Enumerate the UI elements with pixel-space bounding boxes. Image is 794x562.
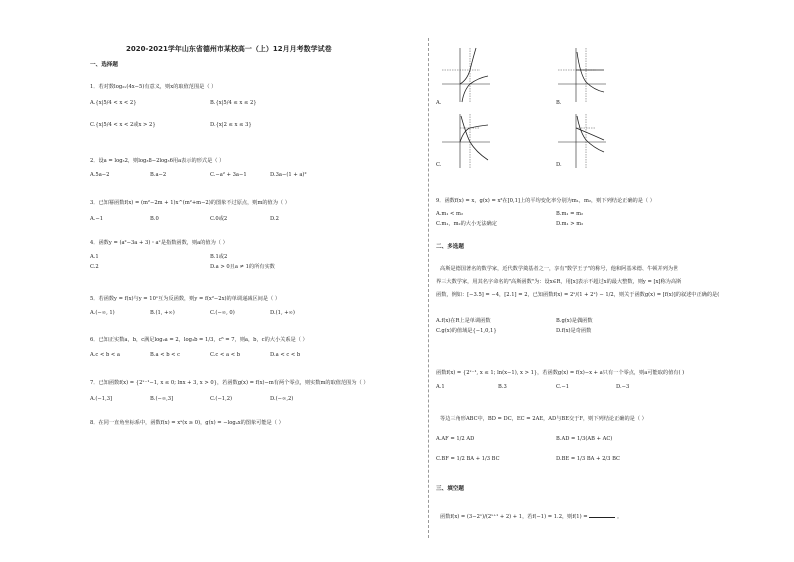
q2-option-b: B.a−2 [150,172,167,178]
page-title: 2020-2021学年山东省德州市某校高一（上）12月月考数学试卷 [126,45,332,53]
q2-option-a: A.5a−2 [90,172,110,178]
graph-option-a [440,44,492,104]
q1-option-c: C.{x|5/4 < x < 2或x > 2} [90,122,156,128]
q8-option-a-label: A. [436,100,442,106]
q7-option-c: C.(−1,2) [210,396,233,402]
q4-option-b: B.1或2 [210,254,228,260]
q4-option-a: A.1 [90,254,99,260]
q8-stem: 8．在同一直角坐标系中，函数f(x) = xᵃ(x ≥ 0)，g(x) = −logₐx的图象可能是（ ） [90,420,284,426]
q13-stem-end: 。 [616,514,623,520]
q13-stem-text: 函数f(x) = (3−2ˣ)/(2ˣ⁺¹ + 2) + 1，若f(−1) = 1.2，则f(1) = [440,514,588,520]
q8-option-c-label: C. [436,162,442,168]
q2-stem: 2．设a = log₃2，则log₃8−2log₃6用a表示的形式是（ ） [90,158,225,164]
q12-option-c: C.BF = 1/2 BA + 1/3 BC [436,456,500,462]
q2-option-c: C.−a² + 3a−1 [210,172,247,178]
q3-option-d: D.2 [270,216,279,222]
graph-option-d [556,110,608,170]
q10-line2: 界三大数学家，用其名字命名的"高斯函数"为：设x∈R，用[x]表示不超过x的最大整数，则y = [x]称为高斯 [436,279,682,285]
q3-option-b: B.0 [150,216,159,222]
section-heading-fill: 三、填空题 [436,486,464,492]
q11-stem: 函数f(x) = {2ˣ⁻¹, x ≤ 1; ln(x−1), x > 1}，若函数g(x) = f(x)−x + a只有一个零点，则a可能取的值有( ) [436,370,685,376]
q1-option-b: B.{x|5/4 ≤ x ≤ 2} [210,100,257,106]
q6-option-c: C.c < a < b [210,352,241,358]
q12-stem: 等边三角形ABC中，BD = DC，EC = 2AE，AD与BE交于F，则下列结论正确的是（ ） [440,416,647,422]
q10-option-b: B.g(x)是偶函数 [556,318,593,324]
section-heading-choice: 一、选择题 [90,62,118,68]
q12-option-a: A.AF = 1/2 AD [436,436,475,442]
q7-option-a: A.(−1,3] [90,396,113,402]
q11-option-c: C.−1 [556,384,570,390]
q11-option-a: A.1 [436,384,445,390]
graph-option-c [440,110,492,170]
q5-option-a: A.(−∞, 1) [90,310,115,316]
q1-option-a: A.{x|5/4 < x < 2} [90,100,137,106]
q10-option-c: C.g(x)的值域是{−1,0,1} [436,328,497,334]
q5-option-c: C.(−∞, 0) [210,310,235,316]
q3-option-c: C.0或2 [210,216,228,222]
q1-stem: 1．若对数log₂ₓ(4x−5)有意义，则x的取值范围是（ ） [90,84,217,90]
q12-option-d: D.BE = 1/3 BA + 2/3 BC [556,456,620,462]
q3-stem: 3．已知幂函数f(x) = (m²−2m + 1)x^(m²+m−2)的图象不过原点，则m的值为（ ） [90,200,290,206]
q3-option-a: A.−1 [90,216,104,222]
q10-line1: 高斯是德国著名的数学家，近代数学奠基者之一，享有"数学王子"的称号，他和阿基米德、牛顿并列为世 [440,266,679,272]
q4-stem: 4．函数y = (a²−3a + 3)・aˣ是指数函数，则a的值为（ ） [90,240,228,246]
section-heading-multi: 二、多选题 [436,244,464,250]
q9-option-b: B.m₁ = m₂ [556,211,584,217]
q13-answer-blank[interactable] [589,512,615,518]
q9-option-a: A.m₁ < m₂ [436,211,464,217]
q6-option-b: B.a < b < c [150,352,181,358]
q5-stem: 5．若函数y = f(x)与y = 10ˣ互为反函数，则y = f(x²−2x)的单调递减区间是（ ） [90,296,281,302]
q7-stem: 7．已知函数f(x) = {2ˣ⁻¹−1, x ≤ 0; lnx + 3, x > 0}，若函数g(x) = f(x)−m有两个零点，则实数m的取值范围为（ ） [90,380,369,386]
q11-option-d: D.−3 [616,384,630,390]
q8-option-d-label: D. [556,162,562,168]
q10-line3: 函数，例如：[−3.5] = −4，[2.1] = 2，已知函数f(x) = 2ˣ/(1 + 2ˣ) − 1/2，则关于函数g(x) = [f(x)]的叙述中正确的是( [436,292,720,298]
q4-option-d: D.a > 0且a ≠ 1的所有实数 [210,264,275,270]
q6-stem: 6．已知正实数a，b，c满足log₂a = 2，log₃b = 1/3，c⁶ = 7，则a，b，c的大小关系是（ ） [90,337,308,343]
q9-option-c: C.m₁，m₂的大小无法确定 [436,221,497,227]
q9-option-d: D.m₁ > m₂ [556,221,584,227]
q5-option-b: B.(1, +∞) [150,310,175,316]
q2-option-d: D.3a−(1 + a)² [270,172,307,178]
q13-stem [440,512,622,521]
q10-option-d: D.f(x)是奇函数 [556,328,592,334]
q6-option-a: A.c < b < a [90,352,121,358]
q6-option-d: D.a < c < b [270,352,301,358]
q12-option-b: B.AD = 1/3(AB + AC) [556,436,613,442]
q4-option-c: C.2 [90,264,99,270]
q7-option-b: B.(−∞,3] [150,396,174,402]
q11-option-b: B.3 [498,384,507,390]
q1-option-d: D.{x|2 ≤ x ≤ 3} [210,122,252,128]
q10-option-a: A.f(x)在R上是单调函数 [436,318,491,324]
q9-stem: 9．函数f(x) = x，g(x) = x²在[0,1]上的平均变化率分别为m₁，m₂，则下列结论正确的是（ ） [436,198,655,204]
column-divider [428,38,429,538]
q8-option-b-label: B. [556,100,562,106]
graph-option-b [556,44,608,104]
q5-option-d: D.(1, +∞) [270,310,295,316]
q7-option-d: D.(−∞,2) [270,396,294,402]
